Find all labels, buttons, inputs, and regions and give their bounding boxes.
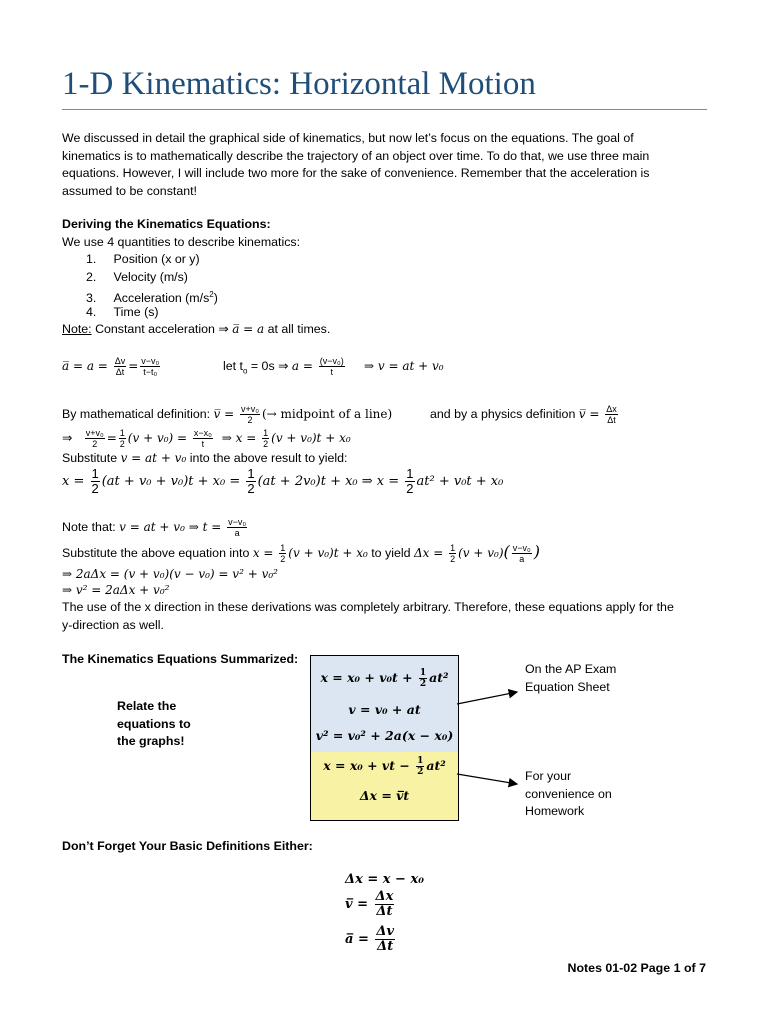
eq-part: at² (429, 670, 449, 685)
numerator: 1 (91, 466, 99, 481)
x-big-part: at² + v₀t + x₀ (416, 473, 504, 489)
ap-equations-box (310, 655, 459, 754)
substitute-text: Substitute (62, 451, 121, 465)
substitute-math: v = at + v₀ (120, 451, 187, 465)
intro-paragraph (62, 130, 712, 200)
x-result: ⇒ x = (221, 430, 261, 445)
substitute2-rest: to yield (367, 546, 414, 560)
fraction (319, 356, 345, 377)
numerator: 1 (419, 668, 427, 678)
fraction (375, 890, 395, 919)
page-total: 7 (699, 961, 706, 975)
list-item: 4. Time (s) (86, 305, 159, 319)
fraction (375, 925, 395, 954)
numerator: 1 (119, 428, 125, 438)
page-title: 1-D Kinematics: Horizontal Motion (62, 66, 536, 102)
fraction (140, 356, 160, 377)
fraction (419, 668, 427, 689)
page-number: 1 (673, 961, 681, 975)
homework-equations-box (310, 752, 459, 821)
numerator: v+v₀ (240, 404, 259, 414)
half-expr: (v + v₀) = (127, 430, 191, 445)
arbitrary-line: y-direction as well. (62, 618, 164, 632)
title-divider (62, 109, 707, 110)
deriving-lead: We use 4 quantities to describe kinematics: (62, 235, 301, 249)
arrows (455, 680, 525, 790)
substitute2-math: (v + v₀) (458, 546, 504, 560)
numerator: 1 (280, 543, 286, 554)
page-footer (568, 961, 706, 975)
def-label: v̅ = (345, 897, 373, 912)
numerator: v−v₀ (512, 543, 531, 554)
denominator: a (234, 528, 240, 538)
fraction (405, 467, 414, 496)
numerator: 1 (450, 543, 456, 554)
substitute2-text: Substitute the above equation into (62, 546, 253, 560)
kinematics-eq: Δx = v̅t (359, 788, 410, 803)
ap-sheet-note: On the AP Exam Equation Sheet (525, 662, 617, 694)
numerator: x−x₀ (193, 428, 212, 438)
fraction (114, 356, 127, 377)
numerator: Δv (376, 924, 395, 939)
intro-line: assumed to be constant! (62, 183, 198, 198)
arrow-ap (457, 692, 517, 704)
implies-line: ⇒ $\frac{\text{v+v₀}}{2}$ = $\frac{1}{2}$ (v + v₀) = $\frac{\text{x−x₀}}{t}$ ⇒ x = $\frac{1}{2}$ (v + v₀)t + x₀ (62, 428, 351, 449)
denominator: 2 (280, 554, 286, 565)
intro-line: kinematics is to mathematically describe the trajectory of an object over time. To do that, we use three main (62, 148, 650, 163)
numerator: v+v₀ (85, 428, 104, 438)
denominator: 2 (92, 439, 98, 449)
list-item-text: Time (s) (113, 305, 159, 319)
physdef-line (430, 404, 620, 425)
summary-heading: The Kinematics Equations Summarized: (62, 652, 299, 666)
numerator: (v−v₀) (319, 356, 344, 366)
note-text: Constant acceleration ⇒ (91, 322, 233, 336)
fraction (85, 428, 105, 449)
note-end: at all times. (264, 322, 331, 336)
denominator: Δt (377, 939, 394, 954)
a-eq: a = (291, 358, 317, 373)
fraction (246, 467, 255, 496)
kinematics-eq: v = v₀ + at (348, 702, 421, 717)
arrow-homework (457, 774, 517, 784)
kinematics-eq: v² = v₀² + 2a(x − x₀) (315, 728, 454, 743)
homework-note: For your convenience on Homework (525, 769, 612, 818)
vbar: v̅ = (213, 406, 238, 421)
denominator: 2 (419, 679, 427, 689)
numerator: Δx (375, 889, 394, 904)
fraction (416, 756, 424, 777)
definitions-heading: Don’t Forget Your Basic Definitions Either: (62, 839, 313, 853)
note-line (62, 321, 330, 339)
substitute2-math: x = (252, 546, 278, 560)
substitute-line (62, 450, 347, 468)
numerator: v−v₀ (141, 356, 160, 366)
denominator: t (330, 367, 334, 377)
mathdef-label: By mathematical definition: (62, 406, 214, 421)
denominator: Δt (115, 367, 125, 377)
fraction (512, 543, 532, 564)
note-label: Note: (62, 322, 92, 336)
footer-prefix: Notes 01-02 Page (567, 961, 674, 975)
x-big-part: (at + 2v₀)t + x₀ ⇒ x = (257, 473, 404, 489)
numerator: 1 (247, 466, 255, 481)
eq-part: x = x₀ + v₀t + (320, 670, 417, 685)
denominator: 2 (406, 481, 414, 496)
let-rest: = 0s ⇒ (247, 358, 292, 373)
numerator: 1 (406, 466, 414, 481)
abar-eq: a̅ = a = (62, 358, 112, 373)
eq-part: at² (426, 758, 446, 773)
eq-part: x = x₀ + vt − (323, 758, 415, 773)
fraction (279, 543, 286, 564)
midpoint-note: (→ midpoint of a line) (261, 406, 393, 421)
denominator: 2 (263, 439, 269, 449)
note-that-label: Note that: (62, 519, 120, 534)
vbar2: v̅ = (578, 406, 604, 421)
numerator: 1 (417, 756, 424, 766)
superscript: 2 (209, 290, 214, 299)
let-text: let t (223, 358, 243, 373)
denominator: 2 (247, 481, 255, 496)
denominator: Δt (376, 904, 393, 919)
fraction (119, 428, 126, 449)
intro-line: We discussed in detail the graphical side of kinematics, but now let’s focus on the equations. The goal of (62, 131, 634, 145)
let-t0-line (223, 356, 444, 380)
x-big-part: x = (62, 473, 89, 489)
note-that-line (62, 517, 249, 538)
physdef-label: and by a physics definition (430, 406, 579, 421)
kinematics-eq (311, 756, 458, 777)
fraction (91, 467, 100, 496)
substitute2-line: Substitute the above equation into x = $\frac{1}{2}$ (v + v₀)t + x₀ to yield Δx = $\frac{1}{2}$ (v + v₀)( $\frac{\text{v−v₀}}{a}$ ) (62, 542, 541, 565)
denominator: t (201, 439, 205, 449)
def-label: a̅ = (345, 932, 374, 947)
deriving-heading: Deriving the Kinematics Equations: (62, 217, 271, 231)
numerator: v−v₀ (228, 517, 247, 527)
denominator: a (519, 554, 525, 565)
substitute2-math: Δx = (413, 546, 448, 560)
x-big-part: (at + v₀ + v₀)t + x₀ = (101, 473, 245, 489)
accel-def-line: a̅ = a = $\frac{\Delta v}{\Delta t}$ = $\frac{\text{v−v₀}}{\text{t−t₀}}$ (62, 356, 160, 377)
list-item: 1. Position (x or y) (86, 252, 200, 266)
relate-note: Relate the equations to the graphs! (117, 699, 191, 748)
fraction (605, 404, 618, 425)
subscript: o (242, 366, 248, 376)
note-math: a̅ = a (232, 322, 265, 336)
list-item-text: Acceleration (m/s (113, 291, 210, 306)
denominator: t−t₀ (143, 367, 158, 377)
denominator: 2 (91, 481, 99, 496)
fraction (193, 428, 213, 449)
mathdef-line (62, 404, 392, 425)
definition-abar (345, 925, 397, 954)
numerator: 1 (263, 428, 269, 438)
result-v: ⇒ v = at + v₀ (363, 358, 444, 373)
footer-of: of (680, 961, 700, 975)
list-item: 3. Acceleration $(m/s^2)$ (86, 290, 218, 306)
x-derivation-line (62, 467, 503, 496)
numerator: Δx (606, 404, 617, 414)
denominator: 2 (247, 415, 253, 425)
substitute2-math: (v + v₀)t + x₀ (288, 546, 368, 560)
definition-vbar (345, 890, 396, 919)
x-result-tail: (v + v₀)t + x₀ (271, 430, 351, 445)
fraction (227, 517, 247, 538)
list-item: 2. Velocity (m/s) (86, 270, 188, 284)
equation-line: ⇒ v² = 2aΔx + v₀² (62, 583, 170, 597)
denominator: 2 (417, 767, 424, 777)
denominator: 2 (119, 439, 125, 449)
numerator: Δv (114, 356, 126, 366)
list-item-text: Position (x or y) (113, 252, 200, 266)
denominator: 2 (450, 554, 456, 565)
intro-line: equations. However, I will include two more for the sake of convenience. Remember that the acceleration is (62, 166, 650, 180)
note-that-math: v = at + v₀ ⇒ t = (119, 519, 226, 534)
implies: ⇒ (62, 430, 76, 445)
definition-dx: Δx = x − x₀ (345, 872, 424, 887)
list-item-close: ) (213, 291, 218, 306)
fraction (449, 543, 456, 564)
denominator: Δt (607, 415, 616, 425)
fraction (262, 428, 269, 449)
arbitrary-line: The use of the x direction in these derivations was completely arbitrary. Therefore, these equations apply for the (62, 600, 674, 614)
kinematics-eq (311, 668, 458, 689)
substitute-rest: into the above result to yield: (186, 451, 348, 465)
fraction (240, 404, 260, 425)
list-item-text: Velocity (m/s) (113, 270, 188, 284)
equation-line: ⇒ 2aΔx = (v + v₀)(v − v₀) = v² + v₀² (62, 567, 278, 581)
